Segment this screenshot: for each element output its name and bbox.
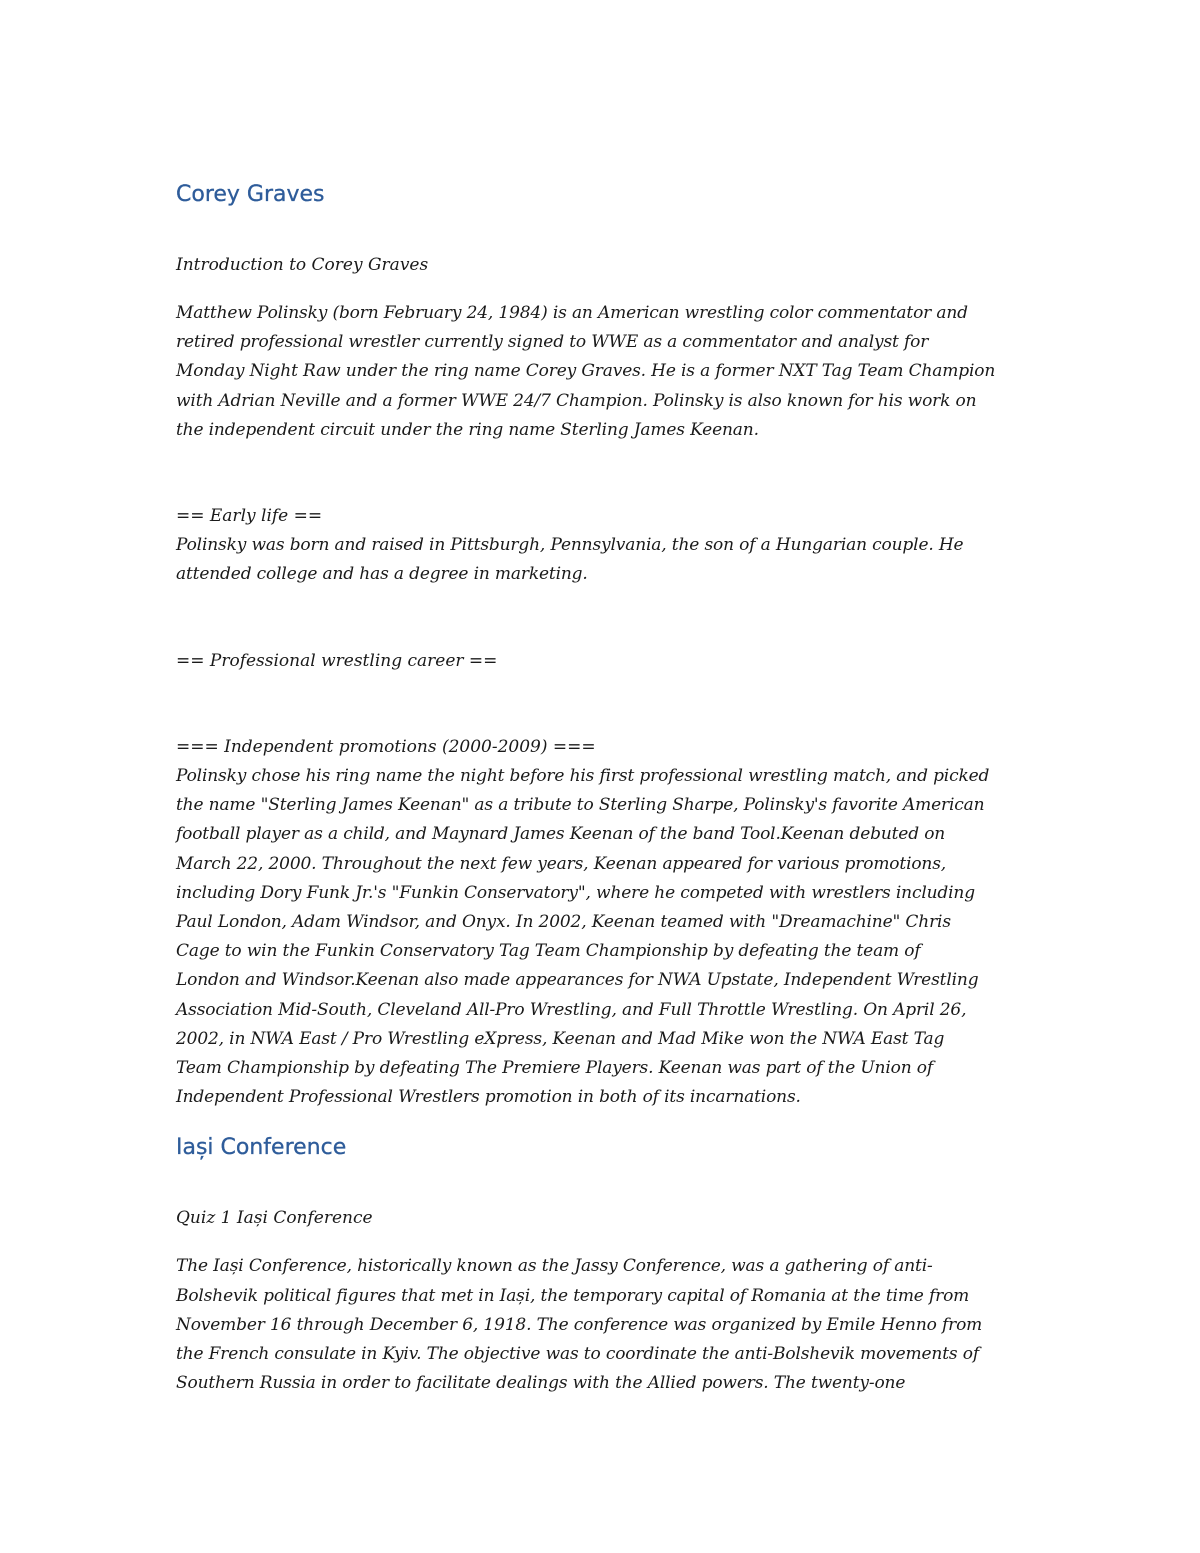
paragraph-line: Polinsky chose his ring name the night before his first professional wrestling match, and picked — [176, 766, 990, 787]
independent-promotions-title: === Independent promotions (2000-2009) === — [176, 736, 596, 757]
section-heading-iasi-conference: Iași Conference — [176, 1135, 347, 1161]
paragraph-line: Polinsky was born and raised in Pittsburgh, Pennsylvania, the son of a Hungarian couple. He — [176, 535, 964, 556]
paragraph-line: November 16 through December 6, 1918. The conference was organized by Emile Henno from — [176, 1314, 983, 1335]
paragraph-line: March 22, 2000. Throughout the next few years, Keenan appeared for various promotions, — [176, 853, 947, 874]
section-subtitle: Introduction to Corey Graves — [176, 255, 429, 275]
section-heading-corey-graves: Corey Graves — [176, 182, 325, 207]
early-life-paragraph — [176, 531, 1036, 589]
paragraph-line: including Dory Funk Jr.'s "Funkin Conservatory", where he competed with wrestlers including — [176, 882, 975, 903]
career-title: == Professional wrestling career == — [176, 650, 498, 671]
paragraph-line: Independent Professional Wrestlers promotion in both of its incarnations. — [176, 1087, 801, 1108]
intro-paragraph — [176, 299, 1036, 445]
paragraph-line: London and Windsor.Keenan also made appearances for NWA Upstate, Independent Wrestling — [176, 970, 979, 991]
paragraph-line: the name "Sterling James Keenan" as a tribute to Sterling Sharpe, Polinsky's favorite American — [176, 795, 985, 816]
paragraph-line: attended college and has a degree in marketing. — [176, 564, 588, 585]
early-life-title: == Early life == — [176, 506, 323, 527]
paragraph-line: Team Championship by defeating The Premiere Players. Keenan was part of the Union of — [176, 1058, 933, 1079]
paragraph-line: football player as a child, and Maynard James Keenan of the band Tool.Keenan debuted on — [176, 824, 946, 845]
paragraph-line: Southern Russia in order to facilitate dealings with the Allied powers. The twenty-one — [176, 1373, 906, 1394]
paragraph-line: Matthew Polinsky (born February 24, 1984) is an American wrestling color commentator and — [176, 303, 968, 323]
paragraph-line: with Adrian Neville and a former WWE 24/7 Champion. Polinsky is also known for his work on — [176, 390, 977, 411]
paragraph-line: Cage to win the Funkin Conservatory Tag Team Championship by defeating the team of — [176, 941, 921, 962]
paragraph-line: The Iași Conference, historically known as the Jassy Conference, was a gathering of anti- — [176, 1256, 933, 1277]
independent-promotions-paragraph — [176, 762, 1036, 1112]
paragraph-line: the independent circuit under the ring name Sterling James Keenan. — [176, 419, 759, 440]
paragraph-line: Bolshevik political figures that met in Iași, the temporary capital of Romania at the time from — [176, 1285, 970, 1306]
paragraph-line: 2002, in NWA East / Pro Wrestling eXpress, Keenan and Mad Mike won the NWA East Tag — [176, 1028, 945, 1049]
paragraph-line: the French consulate in Kyiv. The objective was to coordinate the anti-Bolshevik movements of — [176, 1344, 979, 1365]
paragraph-line: retired professional wrestler currently signed to WWE as a commentator and analyst for — [176, 332, 929, 353]
document-content — [176, 177, 1036, 1398]
paragraph-line: Association Mid-South, Cleveland All-Pro Wrestling, and Full Throttle Wrestling. On April 26, — [176, 999, 967, 1020]
paragraph-line: Monday Night Raw under the ring name Corey Graves. He is a former NXT Tag Team Champion — [176, 361, 996, 382]
section-subtitle: Quiz 1 Iași Conference — [176, 1208, 373, 1229]
intro-paragraph — [176, 1252, 1036, 1398]
paragraph-line: Paul London, Adam Windsor, and Onyx. In 2002, Keenan teamed with "Dreamachine" Chris — [176, 912, 951, 933]
